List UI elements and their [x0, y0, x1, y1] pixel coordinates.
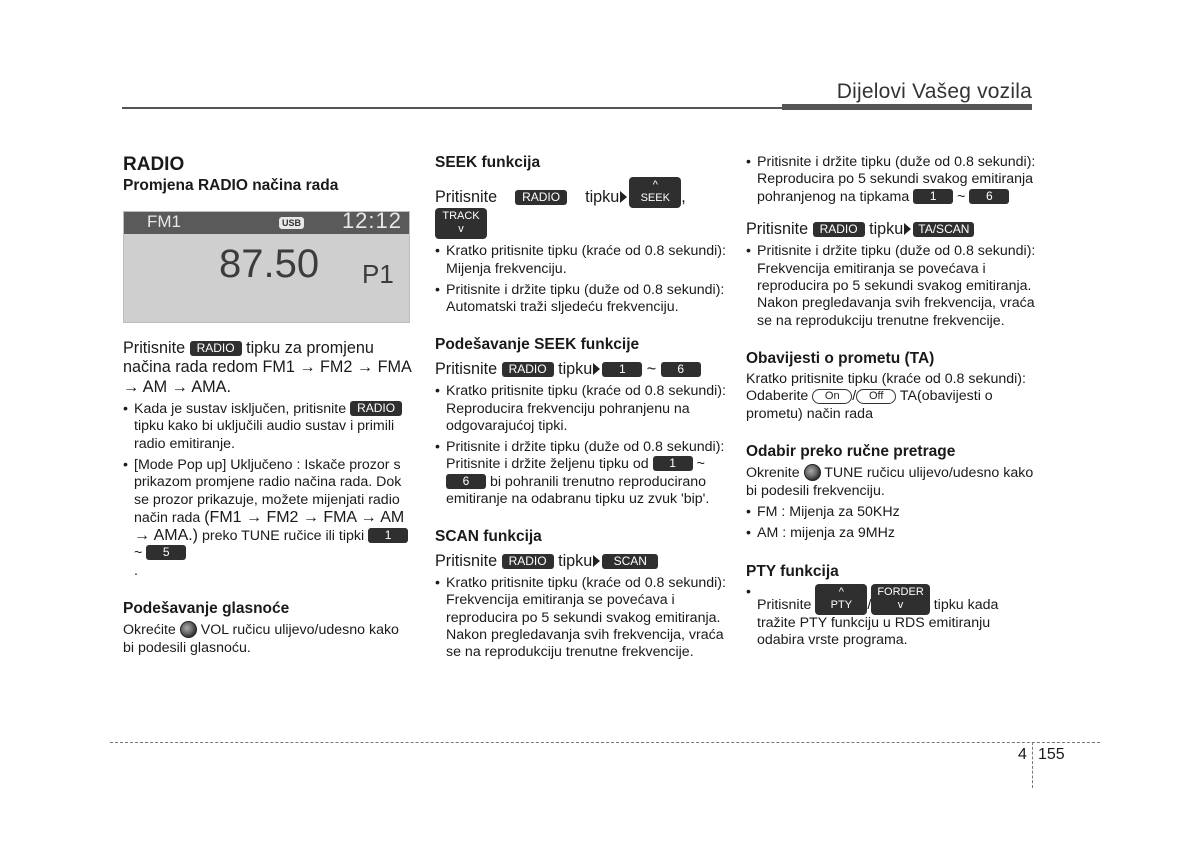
preset-1-button: 1	[602, 362, 642, 377]
footer-rule	[110, 742, 1100, 743]
column-1	[123, 150, 413, 657]
preset-6-button: 6	[969, 189, 1009, 204]
preset-1-button: 1	[913, 189, 953, 204]
list-item: • Kada je sustav isključen, pritisnite RADIO tipku kako bi uključili audio sustav i primili radio emitiranje.	[123, 401, 413, 453]
section-title: Dijelovi Vašeg vozila	[836, 80, 1032, 103]
page-number: 155	[1038, 746, 1065, 763]
preset-5-button: 5	[146, 545, 186, 560]
list-item: • Pritisnite i držite tipku (duže od 0.8 sekundi): Reproducira po 5 sekundi svakog emitiranja pohranjenog na tipkama 1 ~ 6	[746, 154, 1038, 206]
usb-icon: USB	[279, 217, 304, 229]
lcd-preset: P1	[362, 258, 394, 289]
footer-divider	[1032, 742, 1033, 788]
radio-mode-heading: Promjena RADIO načina rada	[123, 177, 339, 195]
header-rule	[122, 107, 782, 109]
list-item: • FM : Mijenja za 50KHz	[746, 504, 1038, 521]
arrow-right-icon	[620, 191, 627, 203]
radio-lcd-display	[123, 211, 410, 323]
list-item: • [Mode Pop up] Uključeno : Iskače prozor s prikazom promjene radio načina rada. Dok se prozor prikazuje, možete mijenjati radio način rada (FM1 → FM2 → FMA → AM → AMA.) preko TUNE ručice ili tipki 1 ~ 5 .	[123, 457, 413, 580]
list-item: • Kratko pritisnite tipku (kraće od 0.8 sekundi): Reproducira frekvenciju pohranjenu na odgovarajućoj tipki.	[435, 383, 727, 435]
off-button: Off	[856, 389, 896, 404]
seek-heading: SEEK funkcija	[435, 154, 541, 171]
arrow-right-icon	[593, 363, 600, 375]
manual-search-heading: Odabir preko ručne pretrage	[746, 443, 956, 461]
scan-heading: SCAN funkcija	[435, 528, 542, 546]
lcd-band: FM1	[147, 211, 181, 231]
preset-6-button: 6	[661, 362, 701, 377]
tune-knob-icon	[804, 464, 821, 481]
forder-button: FORDER v	[871, 584, 929, 615]
list-item: • Pritisnite i držite tipku (duže od 0.8 sekundi): Frekvencija emitiranja se povećava i reproducira po 5 sekundi svakog emitiranja. Nakon pregledavanja svih frekvencija, vraća se na reprodukciju trenutne frekvencije.	[746, 243, 1038, 329]
radio-button: RADIO	[515, 190, 567, 205]
volume-text: Okrećite VOL ručicu ulijevo/udesno kako bi podesili glasnoću.	[123, 622, 399, 656]
arrow-right-icon	[593, 555, 600, 567]
column-2	[435, 150, 727, 662]
chapter-number: 4	[1018, 746, 1027, 763]
on-button: On	[812, 389, 852, 404]
preset-6-button: 6	[446, 474, 486, 489]
radio-button: RADIO	[502, 362, 554, 377]
scan-instruction: Pritisnite RADIO tipku SCAN	[435, 552, 727, 572]
vol-knob-icon	[180, 621, 197, 638]
list-item: • Pritisnite i držite tipku (duže od 0.8 sekundi): Automatski traži sljedeću frekvenciju.	[435, 282, 727, 317]
radio-heading: RADIO	[123, 154, 185, 175]
header-accent-bar	[782, 104, 1032, 110]
arrow-right-icon	[904, 223, 911, 235]
traffic-heading: Obavijesti o prometu (TA)	[746, 349, 935, 367]
list-item: • Kratko pritisnite tipku (kraće od 0.8 sekundi): Frekvencija emitiranja se povećava i reproducira po 5 sekundi svakog emitiranja. Nakon pregledavanja svih frekvencija, vraća se na reprodukciju trenutne frekvencije.	[435, 575, 727, 661]
list-item: • Kratko pritisnite tipku (kraće od 0.8 sekundi): Mijenja frekvenciju.	[435, 243, 727, 278]
lcd-frequency: 87.50	[219, 241, 320, 286]
preset-1-button: 1	[368, 528, 408, 543]
track-button: TRACK v	[435, 208, 487, 239]
ta-scan-button: TA/SCAN	[913, 222, 974, 237]
preset-1-button: 1	[653, 456, 693, 471]
list-item: • AM : mijenja za 9MHz	[746, 525, 1038, 542]
radio-mode-text: Pritisnite RADIO tipku za promjenu načina rada redom FM1 → FM2 → FMA → AM → AMA.	[123, 338, 411, 396]
ta-scan-instruction: Pritisnite RADIO tipku TA/SCAN	[746, 220, 1038, 240]
pty-heading: PTY funkcija	[746, 562, 839, 580]
radio-button: RADIO	[190, 341, 242, 356]
seek-setting-heading: Podešavanje SEEK funkcije	[435, 336, 640, 354]
column-3	[746, 150, 1038, 649]
scan-button: SCAN	[602, 554, 658, 569]
radio-button: RADIO	[502, 554, 554, 569]
list-item: • Pritisnite i držite tipku (duže od 0.8 sekundi): Pritisnite i držite željenu tipku od 1 ~ 6 bi pohranili trenutno reproducirano emitiranje na odabranu tipku uz zvuk 'bip'.	[435, 439, 727, 508]
radio-button: RADIO	[350, 401, 402, 416]
volume-heading: Podešavanje glasnoće	[123, 600, 290, 618]
traffic-text: Kratko pritisnite tipku (kraće od 0.8 sekundi): Odaberite On / Off TA(obavijesti o prometu) način rada	[746, 371, 1026, 422]
radio-button: RADIO	[813, 222, 865, 237]
manual-search-text: Okrenite TUNE ručicu ulijevo/udesno kako bi podesili frekvenciju.	[746, 465, 1034, 499]
seek-setting-instruction: Pritisnite RADIO tipku 1 ~ 6	[435, 360, 727, 380]
lcd-clock: 12:12	[341, 210, 402, 233]
seek-instruction: Pritisnite RADIO tipku^ SEEK , TRACK v	[435, 177, 727, 239]
seek-button: ^ SEEK	[629, 177, 681, 208]
list-item: • Pritisnite ^ PTY /FORDER v tipku kada tražite PTY funkciju u RDS emitiranju odabira vrste programa.	[746, 584, 1038, 650]
pty-button: ^ PTY	[815, 584, 867, 615]
